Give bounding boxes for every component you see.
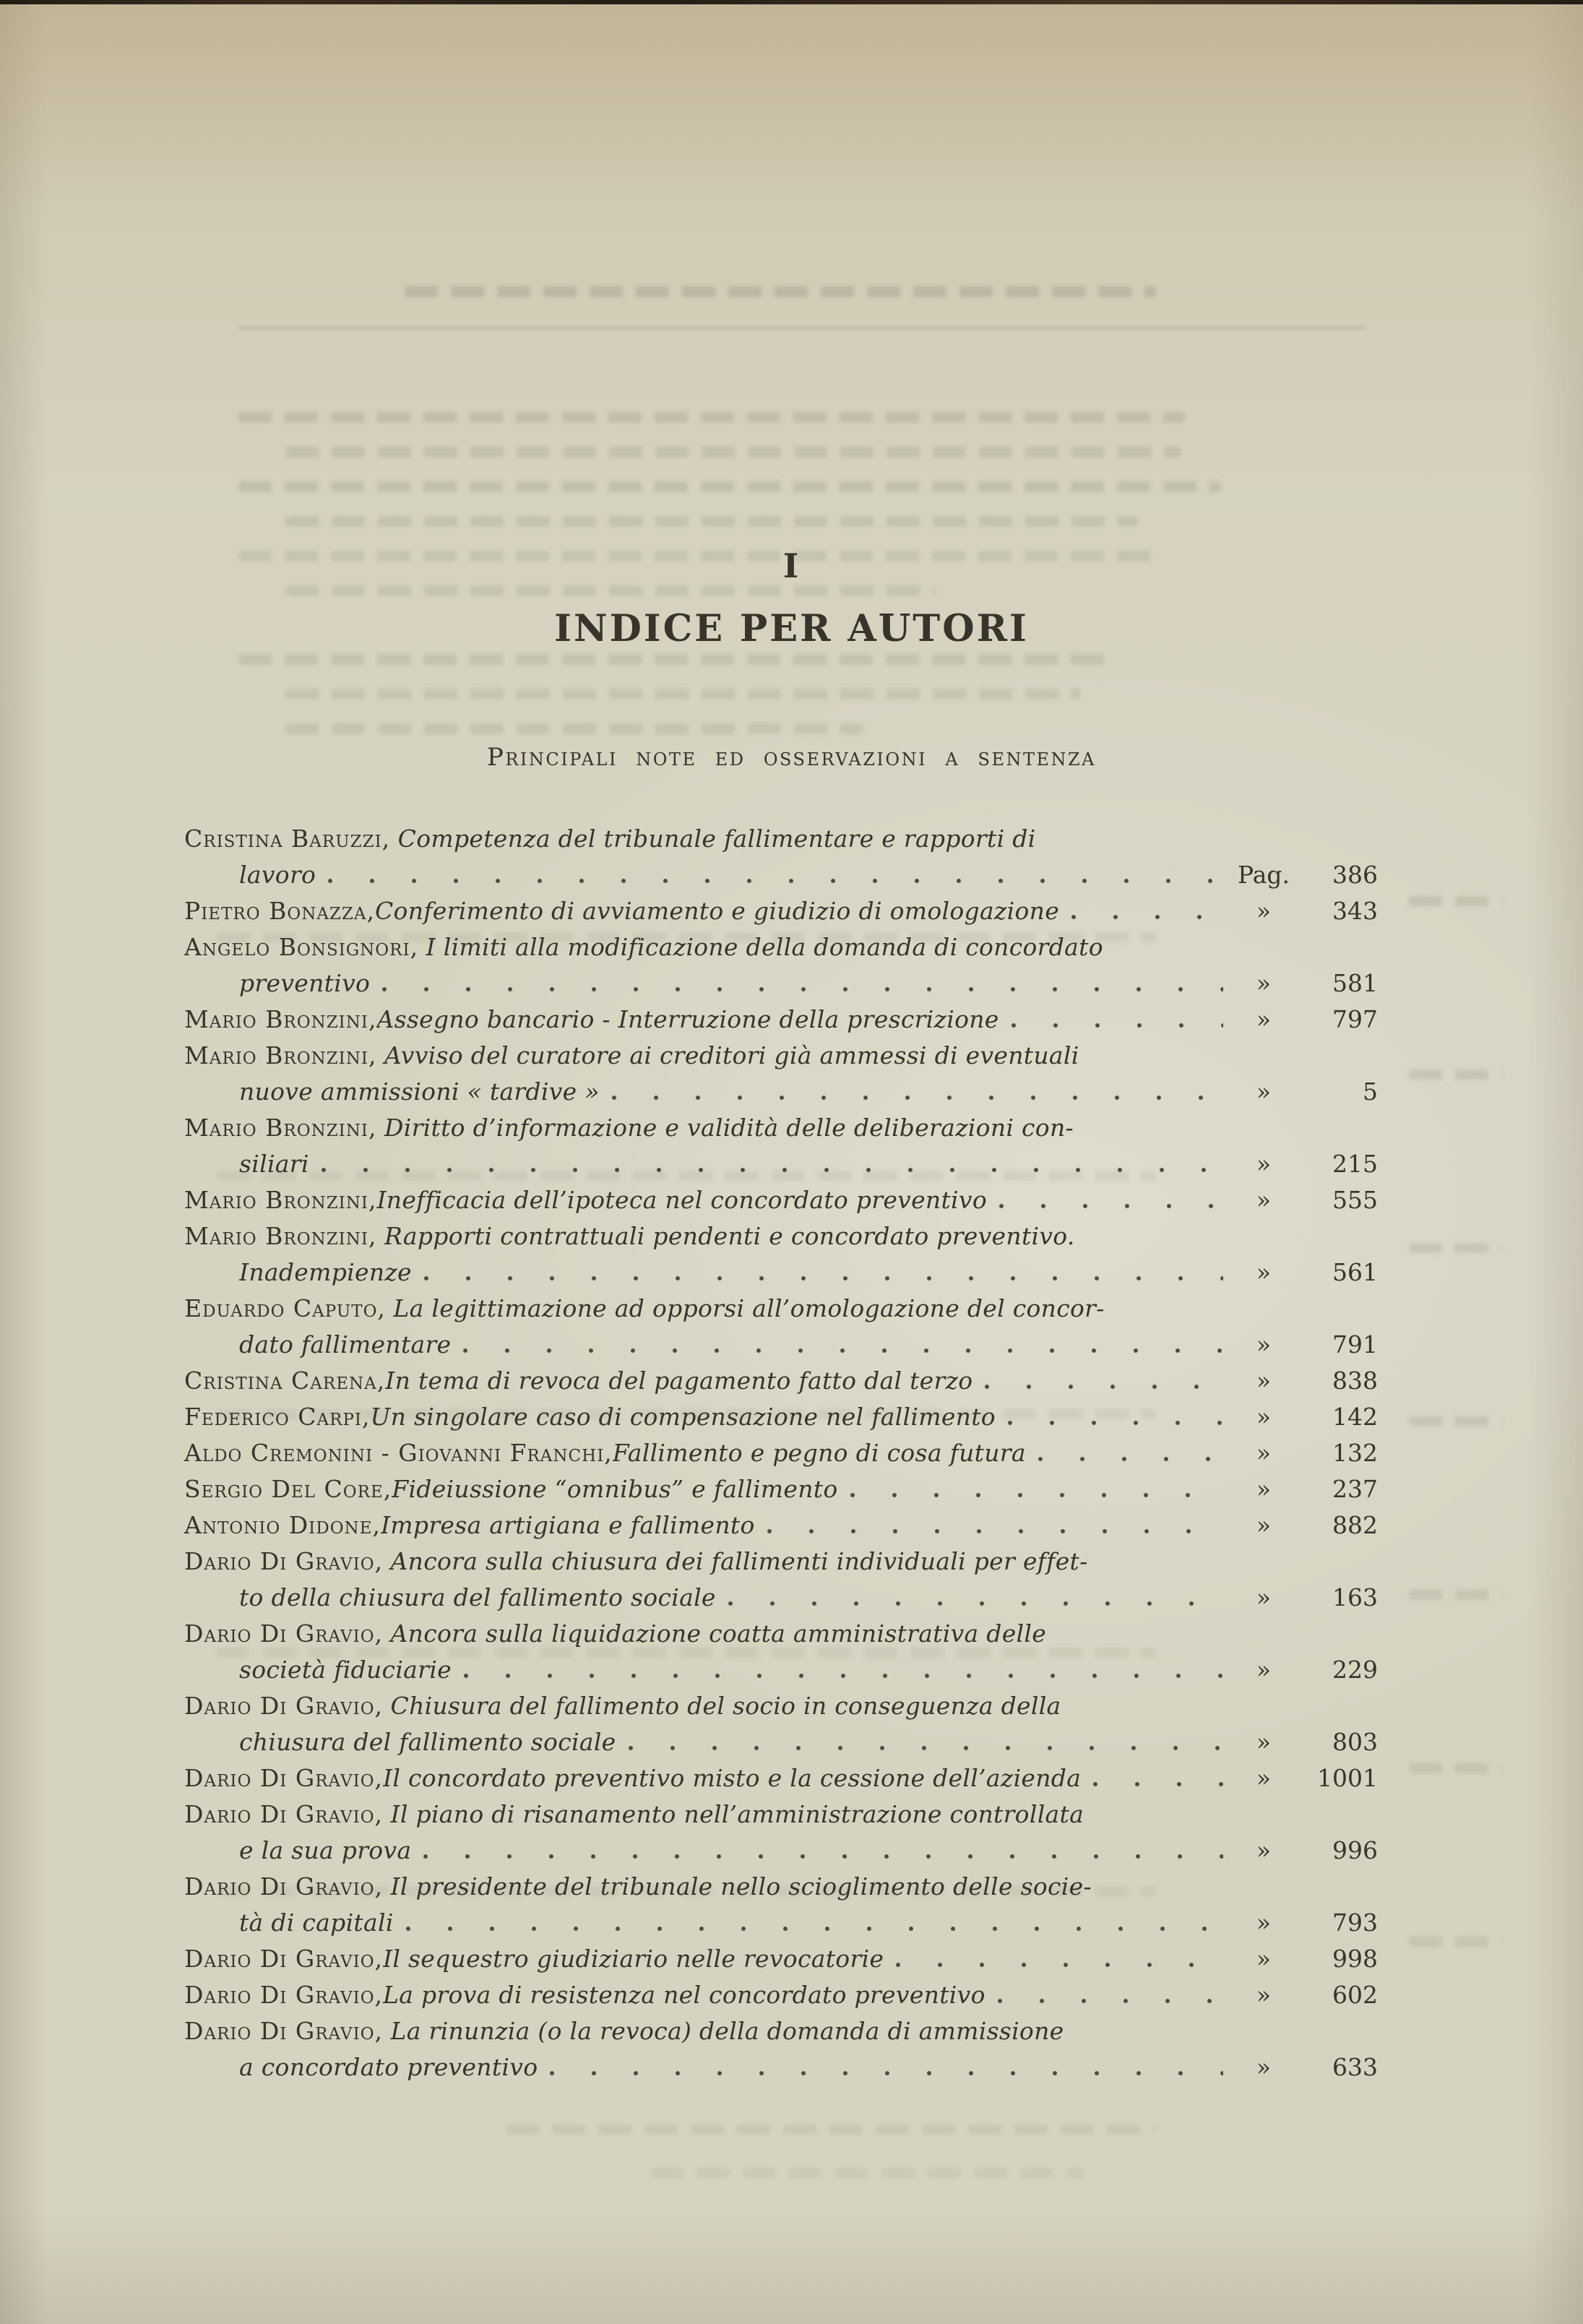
index-entry — [184, 1399, 1378, 1435]
bleed-through-line — [238, 654, 1105, 665]
index-entry — [184, 1977, 1378, 2013]
page-ref-mark: » — [1256, 1367, 1272, 1395]
entry-title: Assegno bancario - Interruzione della prescrizione — [376, 1005, 999, 1033]
entry-title: Diritto d’informazione e validità delle deliberazioni con- — [384, 1114, 1074, 1142]
entry-author: Cristina Carena, — [184, 1367, 386, 1395]
entry-line — [184, 1182, 1378, 1218]
index-entry — [184, 821, 1378, 893]
entry-line — [184, 1002, 1378, 1038]
page-ref-mark: » — [1256, 1511, 1272, 1539]
page-number: 215 — [1332, 1150, 1378, 1178]
index-entry — [184, 1796, 1378, 1869]
bleed-through-line — [506, 2125, 1156, 2135]
page-number: 803 — [1332, 1728, 1378, 1756]
entry-line — [184, 1760, 1378, 1796]
page-ref-mark: » — [1256, 1005, 1272, 1033]
entry-author: Dario Di Gravio, — [184, 1547, 384, 1575]
entry-line — [184, 1580, 1378, 1616]
entry-line — [184, 1363, 1378, 1399]
entry-author: Mario Bronzini, — [184, 1222, 377, 1250]
page-number: 142 — [1332, 1403, 1378, 1431]
entry-title: Impresa artigiana e fallimento — [380, 1511, 755, 1539]
entry-author: Dario Di Gravio, — [184, 1981, 384, 2009]
entry-author: Angelo Bonsignori, — [184, 933, 419, 961]
entry-title: La prova di resistenza nel concordato preventivo — [383, 1981, 985, 2009]
entry-author: Federico Carpi, — [184, 1403, 371, 1431]
entry-line — [184, 1038, 1378, 1074]
dot-leader — [1038, 1435, 1223, 1471]
page-ref-mark: » — [1256, 1981, 1272, 2009]
dot-leader — [728, 1580, 1223, 1616]
page-ref-mark: » — [1256, 1475, 1272, 1503]
entry-author: Eduardo Caputo, — [184, 1294, 386, 1322]
bleed-through-line — [405, 286, 1156, 297]
dot-leader — [423, 1833, 1223, 1869]
entry-title: to della chiusura del fallimento sociale — [239, 1583, 716, 1611]
entry-title: Avviso del curatore ai creditori già ammessi di eventuali — [384, 1041, 1079, 1070]
entry-line — [184, 1724, 1378, 1760]
page-ref-mark: » — [1256, 1764, 1272, 1792]
entry-author: Dario Di Gravio, — [184, 2017, 384, 2045]
entry-title: Inefficacia dell’ipoteca nel concordato preventivo — [376, 1186, 988, 1214]
entry-line — [184, 1146, 1378, 1182]
entry-author: Mario Bronzini, — [184, 1114, 377, 1142]
bleed-through-line — [285, 516, 1138, 527]
entry-line — [184, 1977, 1378, 2013]
page-ref-mark: » — [1256, 1836, 1272, 1864]
page-number: 5 — [1363, 1077, 1378, 1106]
entry-title: tà di capitali — [239, 1908, 394, 1937]
bleed-through-mark — [1409, 1590, 1503, 1600]
entry-title: a concordato preventivo — [239, 2053, 538, 2081]
dot-leader — [1007, 1399, 1223, 1435]
dot-leader — [895, 1941, 1223, 1977]
page-ref-mark: » — [1256, 1077, 1272, 1106]
entry-line — [184, 1796, 1378, 1833]
dot-leader — [321, 1146, 1223, 1182]
entry-author: Dario Di Gravio, — [184, 1619, 384, 1648]
entry-line — [184, 1905, 1378, 1941]
entry-title: chiusura del fallimento sociale — [239, 1728, 616, 1756]
entry-title: Il piano di risanamento nell’amministrazione controllata — [390, 1800, 1084, 1828]
entry-title: Il presidente del tribunale nello scioglimento delle socie- — [390, 1872, 1092, 1901]
entry-line — [184, 1688, 1378, 1724]
entry-line — [184, 965, 1378, 1002]
page-number: 882 — [1332, 1511, 1378, 1539]
page-number: 791 — [1332, 1330, 1378, 1359]
entry-line — [184, 929, 1378, 965]
page-top-edge — [0, 0, 1583, 4]
dot-leader — [549, 2049, 1223, 2086]
index-entry — [184, 1110, 1378, 1182]
entry-author: Dario Di Gravio, — [184, 1800, 384, 1828]
page-ref-mark: » — [1256, 1403, 1272, 1431]
index-entry — [184, 1182, 1378, 1218]
page-number: 229 — [1332, 1656, 1378, 1684]
index-entry — [184, 1941, 1378, 1977]
entry-line — [184, 1869, 1378, 1905]
entry-line — [184, 1327, 1378, 1363]
dot-leader — [1092, 1760, 1223, 1796]
entry-line — [184, 1941, 1378, 1977]
page-number: 555 — [1332, 1186, 1378, 1214]
entry-title: Inadempienze — [239, 1258, 412, 1286]
entry-line — [184, 1833, 1378, 1869]
page-number: 998 — [1332, 1945, 1378, 1973]
entry-title: società fiduciarie — [239, 1656, 452, 1684]
entry-title: Fallimento e pegno di cosa futura — [612, 1439, 1026, 1467]
entry-line — [184, 1616, 1378, 1652]
entry-author: Sergio Del Core, — [184, 1475, 392, 1503]
page-ref-mark: » — [1256, 897, 1272, 925]
dot-leader — [984, 1363, 1223, 1399]
entry-title: e la sua prova — [239, 1836, 412, 1864]
entry-title: In tema di revoca del pagamento fatto dal terzo — [385, 1367, 973, 1395]
entry-title: nuove ammissioni « tardive » — [239, 1077, 600, 1106]
bleed-through-line — [238, 412, 1185, 423]
entry-line — [184, 1254, 1378, 1291]
dot-leader — [998, 1182, 1223, 1218]
dot-leader — [1011, 1002, 1223, 1038]
index-entry — [184, 1471, 1378, 1507]
entry-title: preventivo — [239, 969, 371, 997]
bleed-through-mark — [1409, 896, 1503, 906]
dot-leader — [997, 1977, 1223, 2013]
entry-author: Dario Di Gravio, — [184, 1872, 384, 1901]
dot-leader — [850, 1471, 1224, 1507]
entry-line — [184, 1544, 1378, 1580]
page-number: 1001 — [1317, 1764, 1378, 1792]
page-ref-mark: » — [1256, 1945, 1272, 1973]
entry-title: dato fallimentare — [239, 1330, 452, 1359]
page-number: 386 — [1332, 861, 1378, 889]
entry-line — [184, 1435, 1378, 1471]
page-ref-mark: » — [1256, 2053, 1272, 2081]
dot-leader — [767, 1507, 1223, 1544]
index-entry — [184, 893, 1378, 929]
page-number: 602 — [1332, 1981, 1378, 2009]
page-number: 561 — [1332, 1258, 1378, 1286]
dot-leader — [462, 1327, 1223, 1363]
page-number: 633 — [1332, 2053, 1378, 2081]
page-number: 797 — [1332, 1005, 1378, 1033]
entry-title: La legittimazione ad opporsi all’omologazione del concor- — [393, 1294, 1105, 1322]
entry-line — [184, 2013, 1378, 2049]
entry-author: Cristina Baruzzi, — [184, 825, 391, 853]
index-entry — [184, 929, 1378, 1002]
dot-leader — [628, 1724, 1223, 1760]
entry-title: Fideiussione “omnibus” e fallimento — [392, 1475, 838, 1503]
entry-line — [184, 1218, 1378, 1254]
entry-line — [184, 893, 1378, 929]
index-entry — [184, 1544, 1378, 1616]
dot-leader — [1071, 893, 1223, 929]
page-number: 793 — [1332, 1908, 1378, 1937]
page-number: 581 — [1332, 969, 1378, 997]
page-ref-mark: » — [1256, 1330, 1272, 1359]
page-number: 838 — [1332, 1367, 1378, 1395]
bleed-through-mark — [1409, 1937, 1503, 1947]
entry-title: siliari — [239, 1150, 309, 1178]
bleed-through-line — [650, 2168, 1084, 2178]
page-number: 132 — [1332, 1439, 1378, 1467]
index-entry — [184, 2013, 1378, 2086]
index-entry — [184, 1616, 1378, 1688]
bleed-through-mark — [1409, 1763, 1503, 1773]
entry-title: Chiusura del fallimento del socio in conseguenza della — [390, 1692, 1061, 1720]
page-ref-mark: » — [1256, 1439, 1272, 1467]
page-number: 163 — [1332, 1583, 1378, 1611]
bleed-through-line — [238, 481, 1221, 492]
index-entry — [184, 1869, 1378, 1941]
page-ref-mark: » — [1256, 1186, 1272, 1214]
index-entry — [184, 1002, 1378, 1038]
page-ref-mark: Pag. — [1237, 861, 1290, 889]
dot-leader — [327, 857, 1223, 893]
page-ref-mark: » — [1256, 1728, 1272, 1756]
dot-leader — [463, 1652, 1223, 1688]
entry-author: Pietro Bonazza, — [184, 897, 375, 925]
entry-author: Mario Bronzini, — [184, 1186, 377, 1214]
index-entry — [184, 1363, 1378, 1399]
entry-title: Ancora sulla liquidazione coatta amministrativa delle — [390, 1619, 1047, 1648]
entry-line — [184, 1291, 1378, 1327]
index-entry — [184, 1760, 1378, 1796]
entry-line — [184, 1652, 1378, 1688]
page-ref-mark: » — [1256, 969, 1272, 997]
entry-author: Dario Di Gravio, — [184, 1764, 384, 1792]
page-number: 996 — [1332, 1836, 1378, 1864]
entry-title: Il concordato preventivo misto e la cessione dell’azienda — [383, 1764, 1082, 1792]
page-ref-mark: » — [1256, 1656, 1272, 1684]
entry-line — [184, 2049, 1378, 2086]
bleed-through-mark — [1409, 1070, 1503, 1080]
entry-title: Un singolare caso di compensazione nel fallimento — [370, 1403, 996, 1431]
index-entry — [184, 1291, 1378, 1363]
entry-author: Antonio Didone, — [184, 1511, 381, 1539]
entry-title: La rinunzia (o la revoca) della domanda di ammissione — [390, 2017, 1064, 2045]
entry-title: Il sequestro giudiziario nelle revocatorie — [383, 1945, 884, 1973]
entry-author: Dario Di Gravio, — [184, 1692, 384, 1720]
bleed-through-line — [285, 585, 936, 596]
page-number: 237 — [1332, 1475, 1378, 1503]
index-entry — [184, 1038, 1378, 1110]
entry-line — [184, 857, 1378, 893]
entry-line — [184, 1110, 1378, 1146]
page-number: 343 — [1332, 897, 1378, 925]
page-ref-mark: » — [1256, 1908, 1272, 1937]
entry-title: Competenza del tribunale fallimentare e rapporti di — [397, 825, 1036, 853]
page-title: INDICE PER AUTORI — [554, 607, 1029, 650]
dot-leader — [611, 1074, 1223, 1110]
index-entry — [184, 1688, 1378, 1760]
bleed-through-rule — [238, 327, 1366, 329]
dot-leader — [381, 965, 1223, 1002]
entry-title: I limiti alla modificazione della domanda di concordato — [426, 933, 1103, 961]
page-subtitle: Principali note ed osservazioni a sentenza — [486, 743, 1097, 772]
entry-line — [184, 821, 1378, 857]
index-entry — [184, 1218, 1378, 1291]
entry-author: Mario Bronzini, — [184, 1041, 377, 1070]
page-ref-mark: » — [1256, 1150, 1272, 1178]
bleed-through-line — [285, 689, 1080, 700]
entry-line — [184, 1471, 1378, 1507]
entry-title: lavoro — [239, 861, 316, 889]
entries-list — [184, 821, 1378, 2086]
entry-title: Rapporti contrattuali pendenti e concordato preventivo. — [384, 1222, 1075, 1250]
entry-line — [184, 1399, 1378, 1435]
section-number: I — [782, 546, 801, 585]
index-entry — [184, 1435, 1378, 1471]
entry-title: Ancora sulla chiusura dei fallimenti individuali per effet- — [390, 1547, 1088, 1575]
page-ref-mark: » — [1256, 1258, 1272, 1286]
entry-line — [184, 1074, 1378, 1110]
bleed-through-line — [285, 723, 863, 734]
entry-author: Dario Di Gravio, — [184, 1945, 384, 1973]
entry-author: Mario Bronzini, — [184, 1005, 377, 1033]
dot-leader — [423, 1254, 1223, 1291]
bleed-through-mark — [1409, 1416, 1503, 1426]
entry-title: Conferimento di avviamento e giudizio di omologazione — [375, 897, 1060, 925]
page-ref-mark: » — [1256, 1583, 1272, 1611]
bleed-through-line — [285, 447, 1181, 457]
dot-leader — [405, 1905, 1223, 1941]
index-entry — [184, 1507, 1378, 1544]
bleed-through-mark — [1409, 1243, 1503, 1253]
entry-author: Aldo Cremonini - Giovanni Franchi, — [184, 1439, 613, 1467]
entry-line — [184, 1507, 1378, 1544]
